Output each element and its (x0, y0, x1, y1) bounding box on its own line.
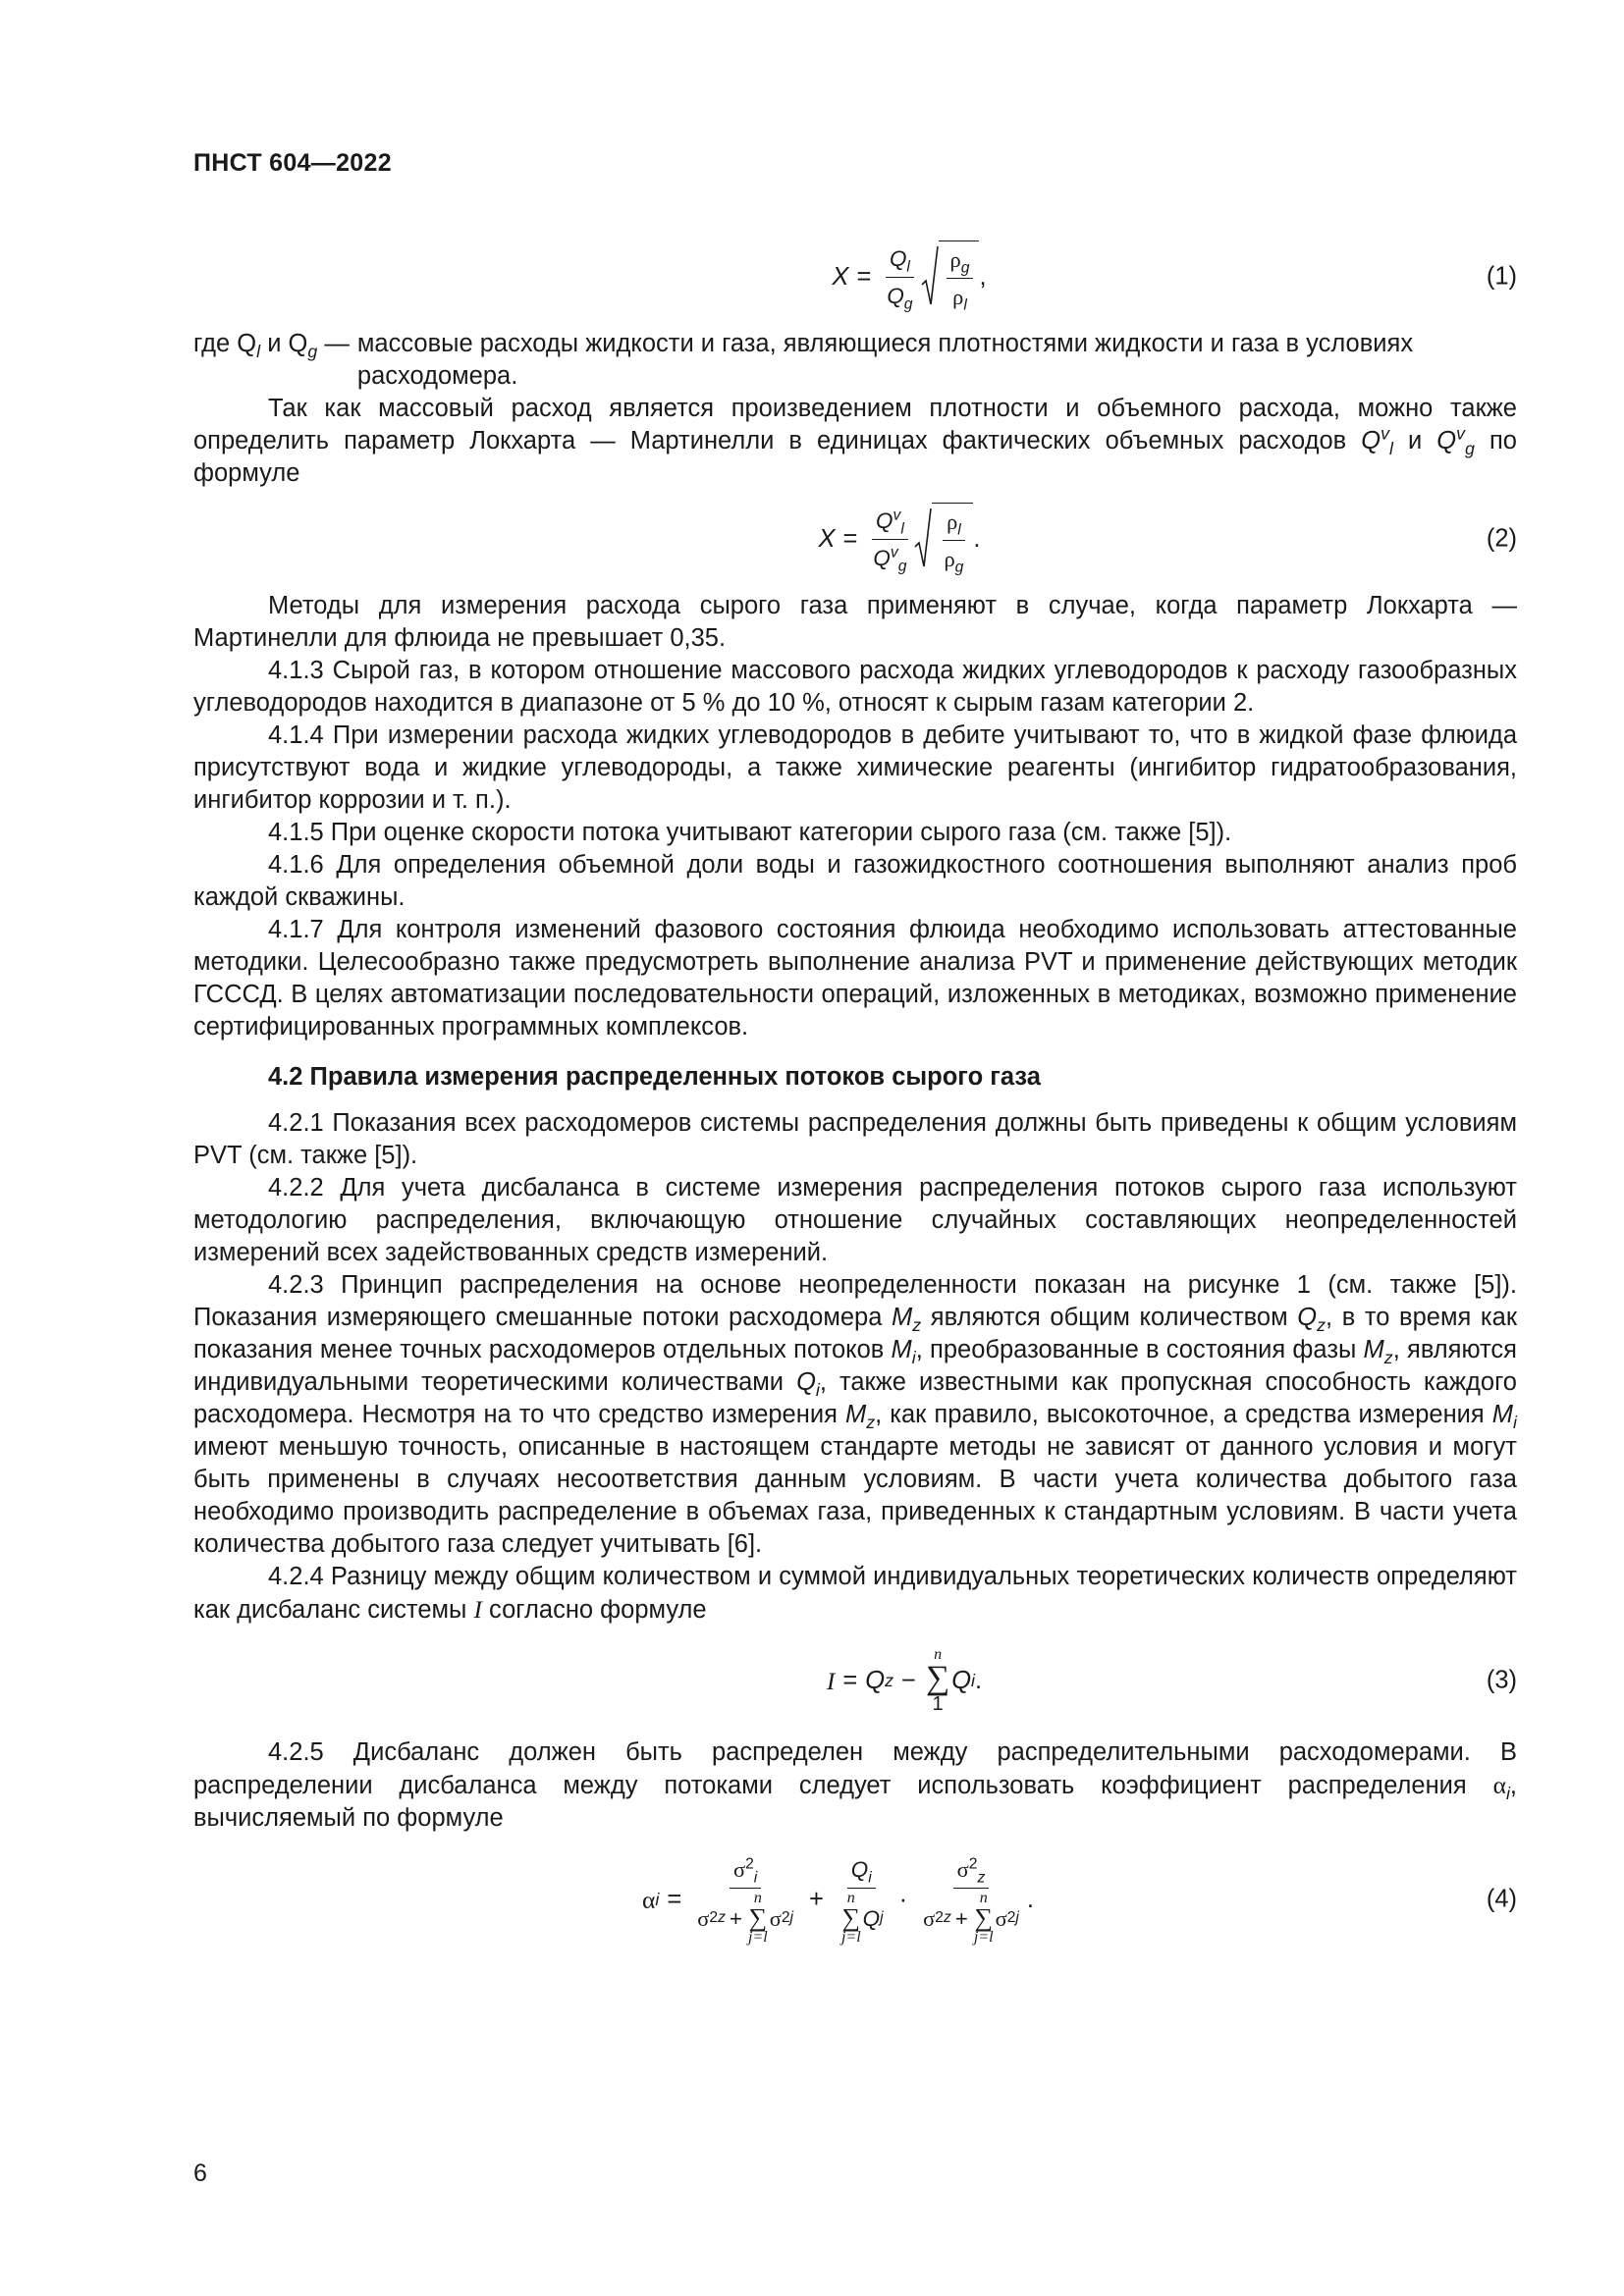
paragraph-methods: Методы для измерения расхода сырого газа применяют в случае, когда параметр Локхарта — Мартинелли для флюида не превышает 0,35. (193, 592, 1517, 652)
page-number: 6 (193, 2160, 207, 2187)
radical-sign-icon (914, 507, 932, 570)
formula-1 (193, 238, 1517, 316)
paragraph-4-1-6: 4.1.6 Для определения объемной доли воды и газожидкостного соотношения выполняют анализ проб каждой скважины. (193, 851, 1517, 911)
radical-sign-icon (921, 245, 939, 308)
formula-2-fraction: $\frac{Q^v_l}{Q^v_g}$ (869, 505, 910, 574)
where-description: массовые расходы жидкости и газа, являющиеся плотностями жидкости и газа в условиях расходомера. (356, 330, 1414, 390)
paragraph-4-1-5: 4.1.5 При оценке скорости потока учитывают категории сырого газа (см. также [5]). (268, 819, 1232, 846)
formula-1-lhs: X (832, 262, 849, 291)
section-heading-4-2: 4.2 Правила измерения распределенных потоков сырого газа (268, 1063, 1041, 1091)
formula-1-fraction: $\frac{Q_l}{Q_g}$ (883, 242, 916, 312)
paragraph-4-2-1: 4.2.1 Показания всех расходомеров системы распределения должны быть приведены к общим условиям PVT (см. также [5]). (193, 1109, 1517, 1169)
formula-4-term-2-weight: $\sigma^2_z$ σ 2 z + n ∑ j=l σ 2 j (919, 1853, 1023, 1947)
paragraph-4-1-4: 4.1.4 При измерении расхода жидких углеводородов в дебите учитывают то, что в жидкой фазе флюида присутствуют вода и жидкие углеводороды, а также химические реагенты (ингибитор гидратообразования, ингибитор коррозии и т. п.). (193, 721, 1517, 814)
document-code-header: ПНСТ 604—2022 (193, 149, 392, 177)
formula-1-where-clause (193, 328, 1517, 393)
formula-3-number: (3) (1486, 1666, 1517, 1694)
formula-1-sqrt: $\frac{\rho_g}{\rho_l}$ (921, 240, 980, 313)
where-symbols: где $Q_l$ и $Q_g$ — (193, 330, 350, 362)
formula-1-expression: X = $\frac{Q_l}{Q_g}$ $\frac{\rho_g}{\rho_l}$ , (301, 238, 1517, 316)
formula-2 (193, 500, 1517, 578)
formula-1-number: (1) (1486, 262, 1517, 291)
formula-2-sqrt: $\frac{\rho_l}{\rho_g}$ (914, 503, 973, 575)
formula-2-expression: X = $\frac{Q^v_l}{Q^v_g}$ $\frac{\rho_l}{\rho_g}$ . (282, 500, 1517, 578)
formula-4-number: (4) (1486, 1885, 1517, 1913)
formula-3-expression: I = Q z − n ∑ 1 Q i . (826, 1645, 983, 1716)
paragraph-4-2-5: 4.2.5 Дисбаланс должен быть распределен между распределительными расходомерами. В распределении дисбаланса между потоками следует использовать коэффициент распределения $\alpha_i$, вычисляемый по формуле (193, 1738, 1517, 1832)
formula-2-number: (2) (1486, 524, 1517, 553)
paragraph-4-1-7: 4.1.7 Для контроля изменений фазового состояния флюида необходимо использовать аттестованные методики. Целесообразно также предусмотреть выполнение анализа PVT и применение действующих методик ГСССД. В целях автоматизации последовательности операций, изложенных в методиках, возможно применение сертифицированных программных комплексов. (193, 916, 1517, 1041)
paragraph-4-2-2: 4.2.2 Для учета дисбаланса в системе измерения распределения потоков сырого газа используют методологию распределения, включающую отношение случайных составляющих неопределенностей измерений всех задействованных средств измерений. (193, 1174, 1517, 1266)
paragraph-4-1-3: 4.1.3 Сырой газ, в котором отношение массового расхода жидких углеводородов к расходу газообразных углеводородов находится в диапазоне от 5 % до 10 %, относят к сырым газам категории 2. (193, 657, 1517, 717)
formula-4 (193, 1844, 1517, 1954)
paragraph-4-2-3: 4.2.3 Принцип распределения на основе неопределенности показан на рисунке 1 (см. также [5]). Показания измеряющего смешанные потоки расходомера $M_z$ являются общим количеством $Q_z$, в то время как показания менее точных расходомеров отдельных потоков $M_i$, преобразованные в состояния фазы $M_z$, являются индивидуальными теоретическими количествами $Q_i$, также известными как пропускная способность каждого расходомера. Несмотря на то что средство измерения $M_z$, как правило, высокоточное, а средства измерения $M_i$ имеют меньшую точность, описанные в настоящем стандарте методы не зависят от данного условия и могут быть применены в случаях несоответствия данным условиям. В части учета количества добытого газа необходимо производить распределение в объемах газа, приведенных к стандартным условиям. В части учета количества добытого газа следует учитывать [6]. (193, 1271, 1517, 1558)
formula-4-term-2-ratio: $Q_i$ n ∑ j=l Q j (836, 1853, 888, 1947)
formula-3 (193, 1636, 1517, 1725)
formula-1-equals: = (856, 262, 872, 291)
formula-4-expression: α i = $\sigma^2_i$ σ 2 z + n ∑ j=l σ 2 j + $Q_i$ n ∑ j=l Q j · $\sigma^2_z$ σ 2 z + n ∑ j=l σ 2 j . (159, 1844, 1517, 1954)
page-content (193, 228, 1517, 1966)
paragraph-4-2-4: 4.2.4 Разницу между общим количеством и суммой индивидуальных теоретических количеств определяют как дисбаланс системы I согласно формуле (193, 1563, 1517, 1624)
paragraph-mass-flow: Так как массовый расход является произведением плотности и объемного расхода, можно также определить параметр Локхарта — Мартинелли в единицах фактических объемных расходов $Q^v_l$ и $Q^v_g$ по формуле (193, 395, 1517, 487)
formula-3-sum: n ∑ 1 (925, 1645, 950, 1716)
formula-4-term-1: $\sigma^2_i$ σ 2 z + n ∑ j=l σ 2 j (693, 1853, 797, 1947)
